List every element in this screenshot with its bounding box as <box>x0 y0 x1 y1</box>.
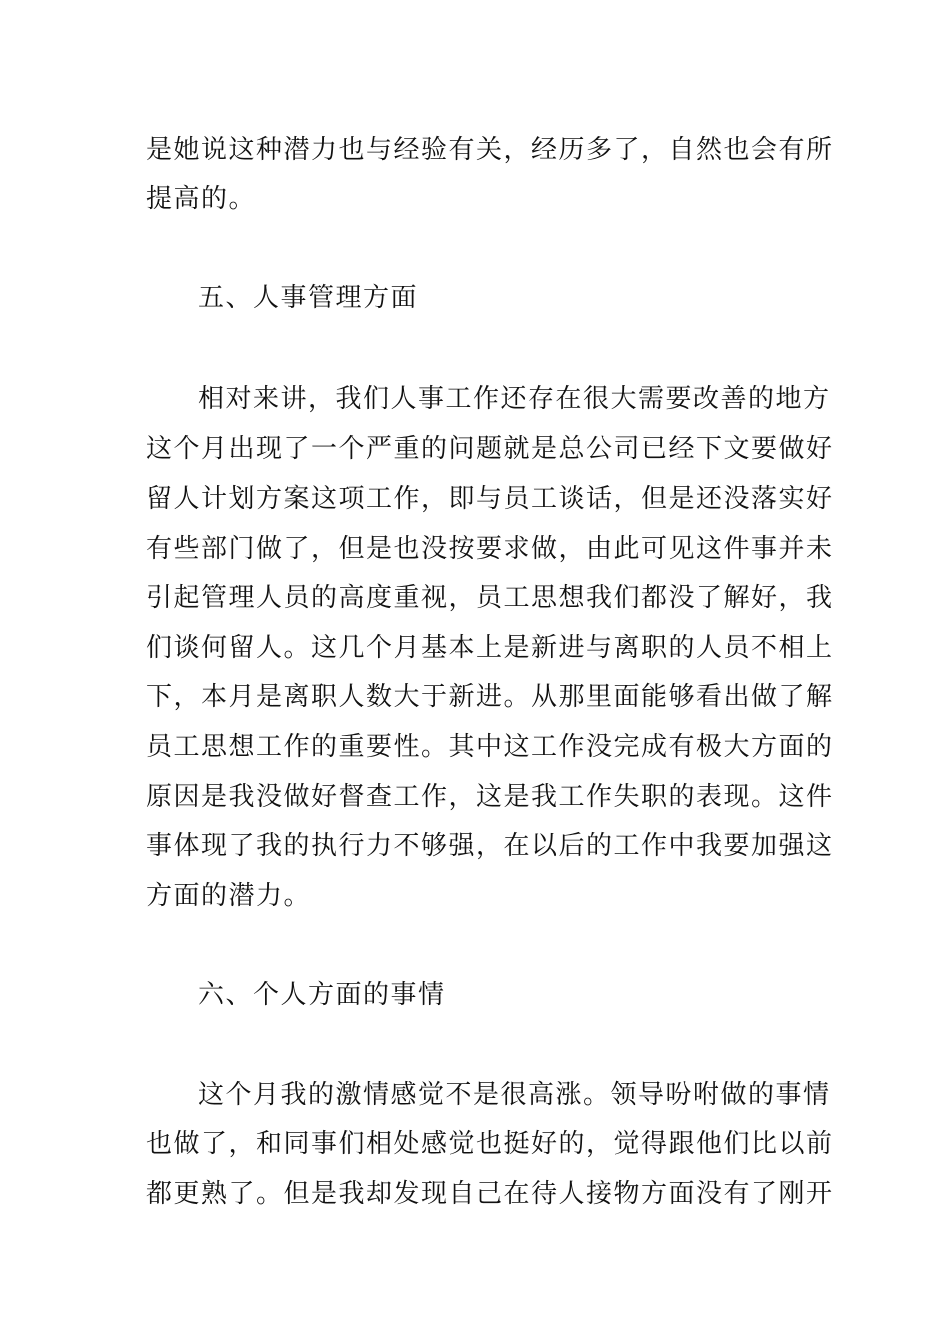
section-heading: 五、人事管理方面 <box>198 283 419 313</box>
paragraph-line: 提高的。 <box>146 184 257 214</box>
paragraph-line: 有些部门做了，但是也没按要求做，由此可见这件事并未 <box>146 534 834 564</box>
paragraph-line: 原因是我没做好督查工作，这是我工作失职的表现。这件 <box>146 782 834 812</box>
paragraph-line: 也做了，和同事们相处感觉也挺好的，觉得跟他们比以前 <box>146 1129 834 1159</box>
paragraph-line: 下，本月是离职人数大于新进。从那里面能够看出做了解 <box>146 682 834 712</box>
paragraph-line: 引起管理人员的高度重视，员工思想我们都没了解好，我 <box>146 583 834 613</box>
paragraph-line: 这个月我的激情感觉不是很高涨。领导吩咐做的事情 <box>198 1080 831 1110</box>
paragraph-line: 事体现了我的执行力不够强，在以后的工作中我要加强这 <box>146 831 834 861</box>
paragraph-line: 方面的潜力。 <box>146 881 312 911</box>
paragraph-line: 相对来讲，我们人事工作还存在很大需要改善的地方 <box>198 384 831 414</box>
paragraph-line: 都更熟了。但是我却发现自己在待人接物方面没有了刚开 <box>146 1179 834 1209</box>
paragraph-line: 留人计划方案这项工作，即与员工谈话，但是还没落实好 <box>146 484 834 514</box>
paragraph-line: 是她说这种潜力也与经验有关，经历多了，自然也会有所 <box>146 135 834 165</box>
paragraph-line: 员工思想工作的重要性。其中这工作没完成有极大方面的 <box>146 732 834 762</box>
section-heading: 六、个人方面的事情 <box>198 980 446 1010</box>
paragraph-line: 这个月出现了一个严重的问题就是总公司已经下文要做好 <box>146 434 834 464</box>
paragraph-line: 们谈何留人。这几个月基本上是新进与离职的人员不相上 <box>146 633 834 663</box>
